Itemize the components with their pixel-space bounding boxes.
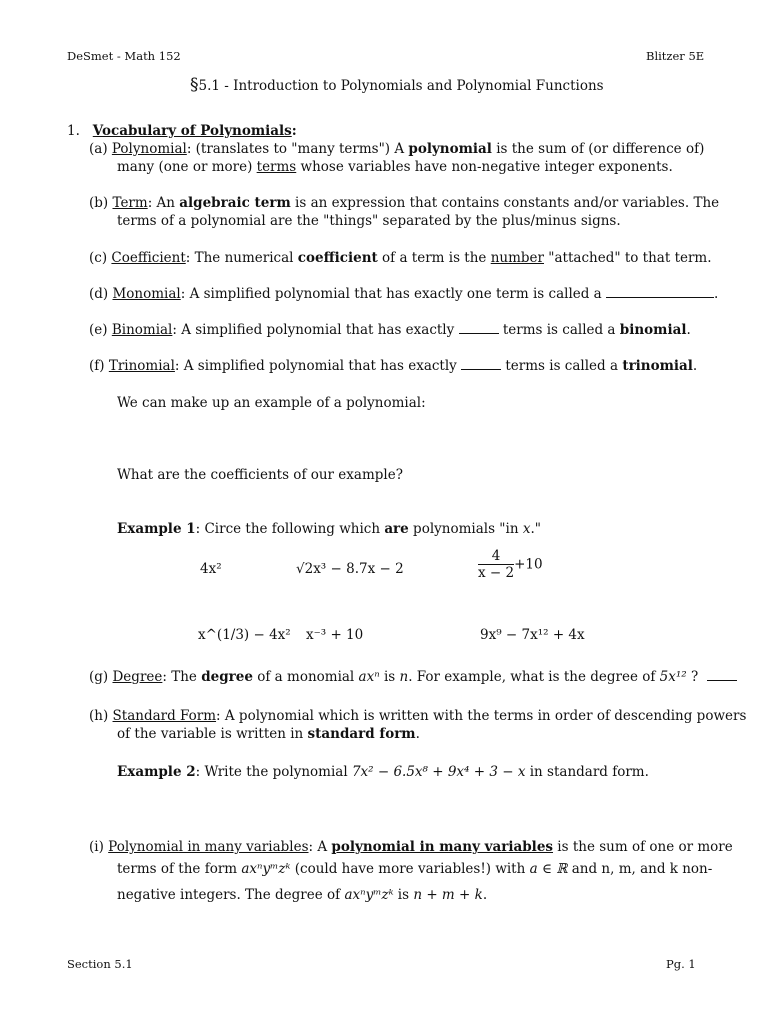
item-a-line2: many (one or more) terms whose variables have non-negative integer exponents. bbox=[117, 159, 673, 175]
make-example-prompt: We can make up an example of a polynomial: bbox=[117, 395, 426, 411]
expr-fraction: $\frac{4}{x - 2}$ +10 bbox=[478, 548, 543, 581]
expr-cube-root: x^(1/3) − 4x² bbox=[198, 627, 291, 643]
expr-x-neg3: x⁻³ + 10 bbox=[306, 627, 364, 643]
example-1-prompt: Example 1: Circe the following which are polynomials "in x." bbox=[117, 521, 541, 537]
item-i-line2: terms of the form axⁿyᵐzᵏ (could have more variables!) with a ∈ ℝ and n, m, and k non- bbox=[117, 861, 713, 877]
item-c: (c) Coefficient: The numerical coefficient of a term is the number "attached" to that term. bbox=[89, 250, 712, 266]
expr-9x9: 9x⁹ − 7x¹² + 4x bbox=[480, 627, 585, 643]
item-h-line2: of the variable is written in standard form. bbox=[117, 726, 420, 742]
footer-right: Pg. 1 bbox=[666, 957, 696, 971]
answer-blank bbox=[461, 357, 501, 370]
item-g: (g) Degree: The degree of a monomial axⁿ is n. For example, what is the degree of 5x¹² ? bbox=[89, 668, 737, 686]
example-2-prompt: Example 2: Write the polynomial 7x² − 6.5x⁸ + 9x⁴ + 3 − x in standard form. bbox=[117, 764, 649, 780]
page-title: §5.1 - Introduction to Polynomials and Polynomial Functions bbox=[190, 75, 604, 95]
item-i-line3: negative integers. The degree of axⁿyᵐzᵏ is n + m + k. bbox=[117, 887, 488, 903]
coefficients-question: What are the coefficients of our example? bbox=[117, 467, 403, 483]
item-d: (d) Monomial: A simplified polynomial that has exactly one term is called a . bbox=[89, 286, 719, 302]
item-h-line1: (h) Standard Form: A polynomial which is written with the terms in order of descending powers bbox=[89, 708, 747, 724]
section-1-heading: 1. Vocabulary of Polynomials: bbox=[67, 123, 297, 139]
expr-sqrt2x3: √2x³ − 8.7x − 2 bbox=[296, 561, 404, 577]
item-i-line1: (i) Polynomial in many variables: A polynomial in many variables is the sum of one or more bbox=[89, 839, 733, 855]
item-a-line1: (a) Polynomial: (translates to "many terms") A polynomial is the sum of (or difference of) bbox=[89, 141, 705, 157]
item-b-line2: terms of a polynomial are the "things" separated by the plus/minus signs. bbox=[117, 213, 621, 229]
header-right: Blitzer 5E bbox=[646, 49, 705, 63]
header-left: DeSmet - Math 152 bbox=[67, 49, 181, 63]
item-e: (e) Binomial: A simplified polynomial that has exactly terms is called a binomial. bbox=[89, 322, 691, 338]
answer-blank bbox=[606, 285, 714, 298]
section-symbol: § bbox=[190, 75, 199, 95]
answer-blank bbox=[707, 668, 737, 681]
footer-left: Section 5.1 bbox=[67, 957, 133, 971]
item-b-line1: (b) Term: An algebraic term is an expression that contains constants and/or variables. The bbox=[89, 195, 720, 211]
expr-4x2: 4x² bbox=[200, 561, 222, 577]
answer-blank bbox=[459, 321, 499, 334]
item-f: (f) Trinomial: A simplified polynomial that has exactly terms is called a trinomial. bbox=[89, 358, 698, 374]
